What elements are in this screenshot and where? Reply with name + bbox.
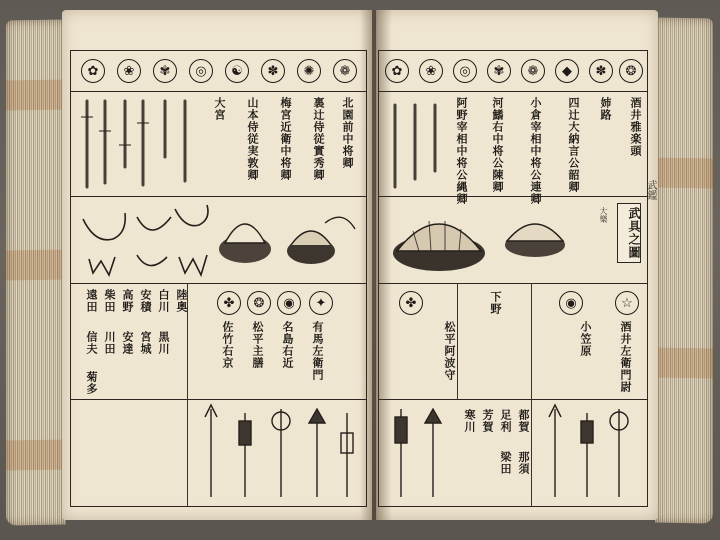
lord-entry-text: 下野 bbox=[489, 291, 502, 315]
left-page bbox=[62, 10, 372, 520]
family-crest-icon: ✾ bbox=[487, 59, 511, 83]
province-name: 菊多 bbox=[85, 371, 98, 395]
family-crest-icon: ◆ bbox=[555, 59, 579, 83]
header-text-columns-illustration bbox=[77, 97, 207, 193]
family-crest-icon: ❂ bbox=[619, 59, 643, 83]
province-name: 寒川 bbox=[463, 409, 476, 433]
helmet-crests-illustration bbox=[75, 199, 363, 281]
family-crest-icon: ☆ bbox=[615, 291, 639, 315]
province-name: 足利 bbox=[499, 409, 512, 433]
family-crest-icon: ✺ bbox=[297, 59, 321, 83]
book-gutter bbox=[360, 10, 392, 520]
province-name: 芳賀 bbox=[481, 409, 494, 433]
lord-entry-text: 小笠原 bbox=[579, 321, 592, 357]
province-name: 信夫 bbox=[85, 331, 98, 355]
header-text-columns-illustration bbox=[385, 101, 445, 191]
province-name: 白川 bbox=[157, 289, 170, 313]
province-name: 梁田 bbox=[499, 451, 512, 475]
left-page-frame bbox=[70, 50, 367, 507]
province-name: 柴田 bbox=[103, 289, 116, 313]
right-page-frame bbox=[378, 50, 648, 507]
family-crest-icon: ✤ bbox=[399, 291, 423, 315]
page-edge-tab: 武鑑 bbox=[645, 180, 656, 200]
lord-entry-text: 有馬左衛門 bbox=[311, 321, 324, 381]
family-crest-icon: ◎ bbox=[189, 59, 213, 83]
province-name: 宮城 bbox=[139, 331, 152, 355]
family-crest-icon: ✦ bbox=[309, 291, 333, 315]
province-name: 黒川 bbox=[157, 331, 170, 355]
armor-illustration-subtitle: 大樂 bbox=[599, 207, 608, 223]
right-page-edges bbox=[655, 17, 713, 523]
header-entry-text: 裏辻侍従實秀卿 bbox=[312, 97, 325, 181]
lord-entry-text: 松平主膳 bbox=[251, 321, 264, 369]
spear-standards-illustration bbox=[191, 403, 361, 501]
province-name: 安積 bbox=[139, 289, 152, 313]
header-entry-text: 北園前中将卿 bbox=[341, 97, 354, 169]
family-crest-icon: ❂ bbox=[247, 291, 271, 315]
helmets-illustration bbox=[383, 201, 583, 281]
lord-entry-text: 佐竹右京 bbox=[221, 321, 234, 369]
family-crest-icon: ◉ bbox=[277, 291, 301, 315]
family-crest-icon: ✤ bbox=[217, 291, 241, 315]
family-crest-icon: ✽ bbox=[261, 59, 285, 83]
header-entry-text: 小倉宰相中将公連卿 bbox=[529, 97, 542, 205]
header-entry-text: 河鰭右中将公陳卿 bbox=[491, 97, 504, 193]
family-crest-icon: ❀ bbox=[117, 59, 141, 83]
family-crest-icon: ☯ bbox=[225, 59, 249, 83]
header-entry-text: 四辻大納言公韶卿 bbox=[567, 97, 580, 193]
province-name: 都賀 bbox=[517, 409, 530, 433]
left-page-edges bbox=[6, 19, 66, 525]
header-entry-text: 酒井雅楽頭 bbox=[629, 97, 642, 157]
province-name: 川田 bbox=[103, 331, 116, 355]
spear-standards-illustration bbox=[385, 403, 455, 501]
family-crest-icon: ✿ bbox=[81, 59, 105, 83]
header-entry-text: 梅宮近衛中将卿 bbox=[279, 97, 292, 181]
header-entry-text: 阿野宰相中将公縄卿 bbox=[455, 97, 468, 205]
family-crest-icon: ❁ bbox=[333, 59, 357, 83]
family-crest-icon: ◎ bbox=[453, 59, 477, 83]
family-crest-icon: ❀ bbox=[419, 59, 443, 83]
family-crest-icon: ✽ bbox=[589, 59, 613, 83]
lord-entry-text: 松平阿波守 bbox=[443, 321, 456, 381]
lord-entry-text: 酒井左衛門尉 bbox=[619, 321, 632, 393]
family-crest-icon: ✾ bbox=[153, 59, 177, 83]
province-name: 那須 bbox=[517, 451, 530, 475]
armor-illustration-title: 武具之圖 bbox=[617, 203, 641, 263]
province-name: 高野 bbox=[121, 289, 134, 313]
province-name: 安達 bbox=[121, 331, 134, 355]
family-crest-icon: ✿ bbox=[385, 59, 409, 83]
header-entry-text: 大宮 bbox=[213, 97, 226, 121]
spear-standards-illustration bbox=[539, 403, 643, 501]
family-crest-icon: ❁ bbox=[521, 59, 545, 83]
province-name: 遠田 bbox=[85, 289, 98, 313]
header-entry-text: 山本侍従実敦卿 bbox=[246, 97, 259, 181]
header-entry-text: 姉路 bbox=[599, 97, 612, 121]
province-name: 陸奥 bbox=[175, 289, 188, 313]
family-crest-icon: ◉ bbox=[559, 291, 583, 315]
right-page bbox=[376, 10, 658, 520]
lord-entry-text: 名島右近 bbox=[281, 321, 294, 369]
